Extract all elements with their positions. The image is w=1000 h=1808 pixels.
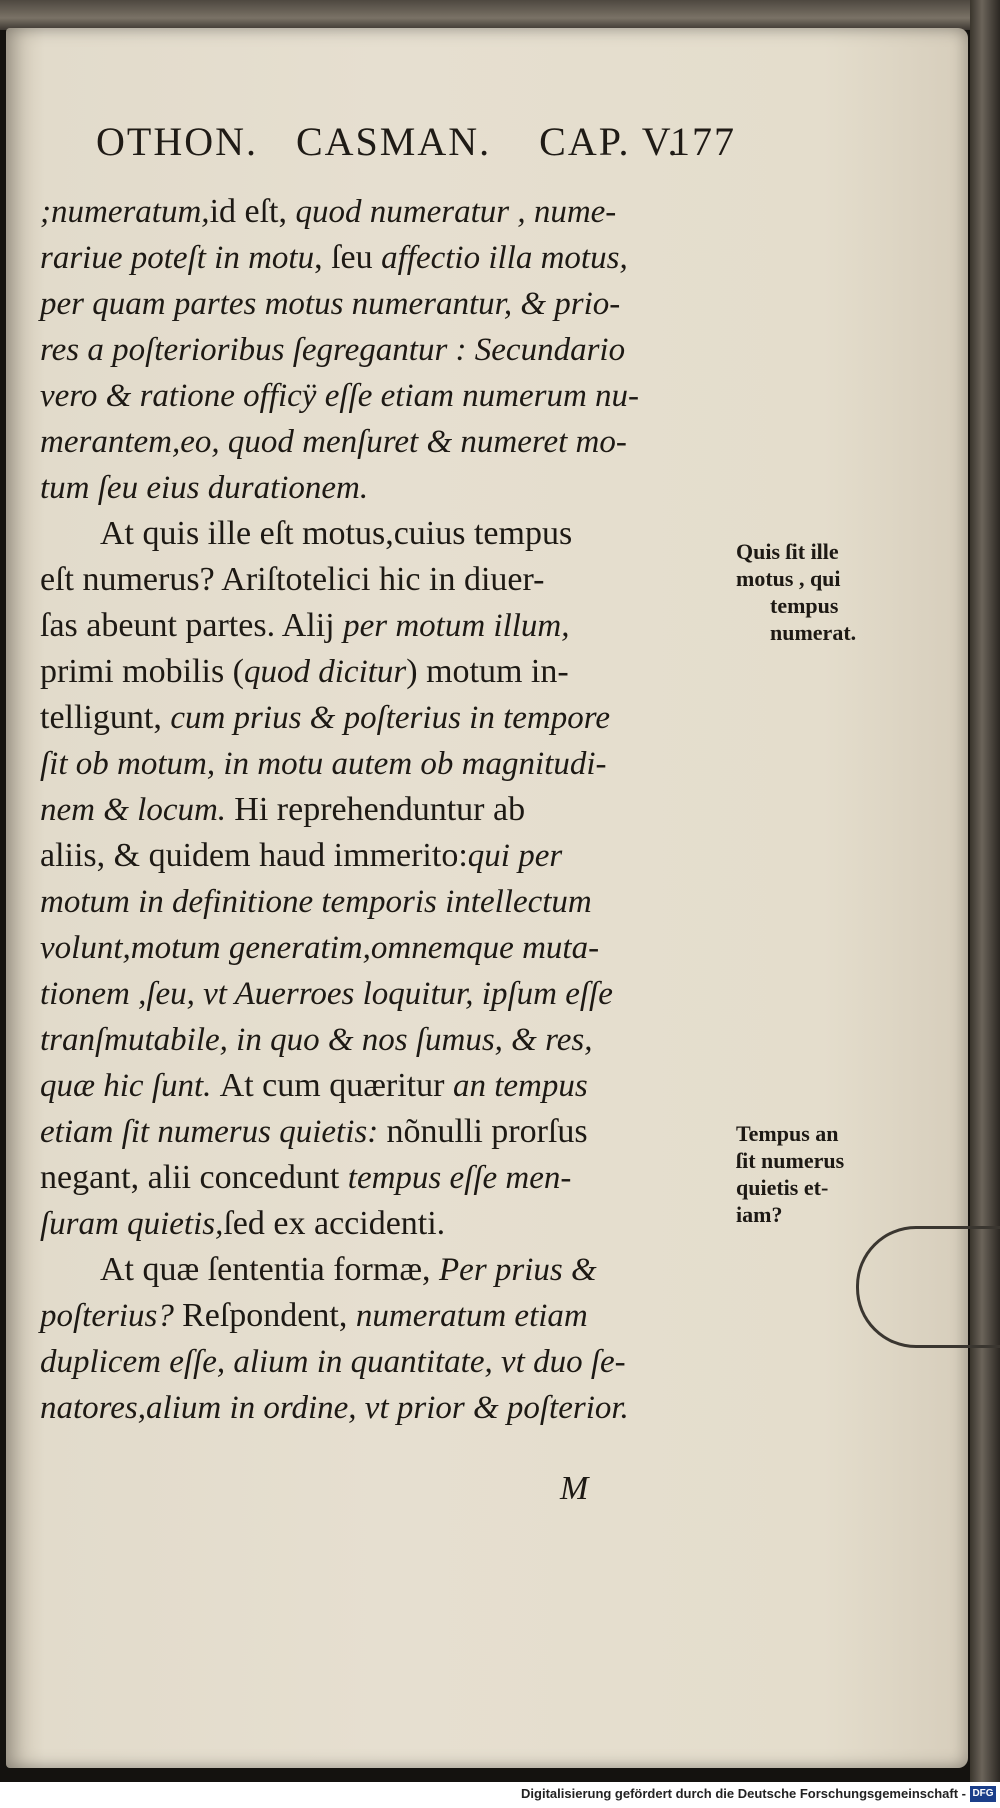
- italic-text-span: ſuram quietis,: [40, 1206, 224, 1242]
- running-header: [96, 118, 736, 178]
- text-line: [40, 1062, 730, 1108]
- text-line: [40, 1246, 730, 1292]
- dfg-logo: DFG: [970, 1786, 996, 1802]
- text-line: [40, 786, 730, 832]
- italic-text-span: duplicem eſſe, alium in quantitate, vt duo ſe-: [40, 1344, 626, 1380]
- italic-text-span: per motum illum,: [343, 608, 570, 644]
- marginal-note-line: iam?: [736, 1202, 783, 1227]
- text-line: [40, 694, 730, 740]
- text-line: [40, 418, 730, 464]
- main-text-block: [40, 188, 730, 1430]
- marginal-note-line: numerat.: [770, 620, 857, 645]
- text-line: [40, 372, 730, 418]
- italic-text-span: numeratum etiam: [355, 1298, 588, 1334]
- roman-text-span: nõnulli prorſus: [386, 1113, 588, 1150]
- marginal-note-2: [736, 1120, 906, 1228]
- italic-text-span: tum ſeu eius durationem.: [40, 470, 369, 506]
- text-line: [40, 1338, 730, 1384]
- italic-text-span: tempus eſſe men-: [347, 1160, 572, 1196]
- page-number: 177: [670, 119, 736, 164]
- text-line: [40, 326, 730, 372]
- book-fore-edge: [970, 0, 1000, 1808]
- header-author-last: CASMAN.: [295, 119, 492, 164]
- italic-text-span: quæ hic ſunt.: [40, 1068, 220, 1104]
- roman-text-span: aliis, & quidem haud immerito:: [40, 837, 468, 874]
- text-line: [40, 188, 730, 234]
- italic-text-span: merantem,eo, quod menſuret & numeret mo-: [40, 424, 627, 460]
- header-chapter: CAP. V.: [539, 119, 680, 164]
- roman-text-span: id eſt,: [209, 193, 296, 230]
- marginal-note-line: quietis et-: [736, 1175, 829, 1200]
- roman-text-span: Hi reprehenduntur ab: [234, 791, 526, 828]
- roman-text-span: At quæ ſententia formæ,: [100, 1251, 440, 1288]
- italic-text-span: quod dicitur: [244, 654, 407, 690]
- text-line: [40, 970, 730, 1016]
- digitization-footer: [0, 1782, 1000, 1808]
- italic-text-span: motum in definitione temporis intellectum: [40, 884, 592, 920]
- footer-credit: Digitalisierung gefördert durch die Deutsche Forschungsgemeinschaft -: [521, 1786, 966, 1801]
- italic-text-span: ;numeratum,: [40, 194, 210, 230]
- italic-text-span: quod numeratur , nume-: [295, 194, 617, 230]
- book-top-edge: [0, 0, 1000, 30]
- header-author-first: OTHON.: [96, 119, 258, 164]
- italic-text-span: poſterius?: [40, 1298, 183, 1334]
- italic-text-span: rariue poteſt in motu: [40, 240, 315, 276]
- roman-text-span: At quis ille eſt motus,cuius tempus: [100, 515, 573, 552]
- marginal-note-line: Tempus an: [736, 1121, 839, 1146]
- roman-text-span: At cum quæritur: [219, 1067, 453, 1104]
- italic-text-span: volunt,motum generatim,omnemque muta-: [40, 930, 600, 966]
- italic-text-span: vero & ratione officÿ eſſe etiam numerum nu-: [40, 378, 640, 414]
- text-line: [40, 878, 730, 924]
- italic-text-span: Per prius &: [439, 1252, 597, 1288]
- roman-text-span: ſas abeunt partes. Alij: [40, 607, 344, 644]
- marginal-note-line: motus , qui: [736, 566, 841, 591]
- text-line: [40, 510, 730, 556]
- roman-text-span: ſed ex accidenti.: [223, 1205, 446, 1242]
- text-line: [40, 1108, 730, 1154]
- page-clip-shadow: [856, 1226, 1000, 1348]
- italic-text-span: cum prius & poſterius in tempore: [170, 700, 610, 736]
- text-line: [40, 234, 730, 280]
- text-line: [40, 1154, 730, 1200]
- italic-text-span: etiam ſit numerus quietis:: [40, 1114, 387, 1150]
- text-line: [40, 648, 730, 694]
- text-line: [40, 464, 730, 510]
- catchword: M: [560, 1470, 589, 1507]
- italic-text-span: ſit ob motum, in motu autem ob magnitudi-: [40, 746, 607, 782]
- roman-text-span: Reſpondent,: [182, 1297, 356, 1334]
- italic-text-span: per quam partes motus numerantur, & prio-: [40, 286, 621, 322]
- roman-text-span: primi mobilis (: [40, 653, 244, 690]
- text-line: [40, 832, 730, 878]
- text-line: [40, 1292, 730, 1338]
- text-line: [40, 556, 730, 602]
- roman-text-span: negant, alii concedunt: [40, 1159, 348, 1196]
- marginal-note-1: [736, 538, 906, 646]
- italic-text-span: tranſmutabile, in quo & nos ſumus, & res,: [40, 1022, 593, 1058]
- marginal-note-line: ſit numerus: [736, 1148, 845, 1173]
- roman-text-span: telligunt,: [40, 699, 171, 736]
- text-line: [40, 740, 730, 786]
- text-line: [40, 280, 730, 326]
- text-line: [40, 1200, 730, 1246]
- marginal-note-line: tempus: [770, 593, 839, 618]
- text-line: [40, 1384, 730, 1430]
- italic-text-span: nem & locum.: [40, 792, 235, 828]
- roman-text-span: ) motum in-: [406, 653, 569, 690]
- italic-text-span: qui per: [467, 838, 563, 874]
- italic-text-span: an tempus: [452, 1068, 588, 1104]
- text-line: [40, 1016, 730, 1062]
- roman-text-span: eſt numerus? Ariſtotelici hic in diuer-: [40, 561, 545, 598]
- italic-text-span: res a poſterioribus ſegregantur : Secundario: [40, 332, 626, 368]
- text-line: [40, 924, 730, 970]
- italic-text-span: affectio illa motus,: [381, 240, 628, 276]
- text-line: [40, 602, 730, 648]
- roman-text-span: , ſeu: [314, 239, 382, 276]
- italic-text-span: tionem ,ſeu, vt Auerroes loquitur, ipſum eſſe: [40, 976, 613, 1012]
- italic-text-span: natores,alium in ordine, vt prior & poſterior.: [40, 1390, 629, 1426]
- marginal-note-line: Quis ſit ille: [736, 539, 839, 564]
